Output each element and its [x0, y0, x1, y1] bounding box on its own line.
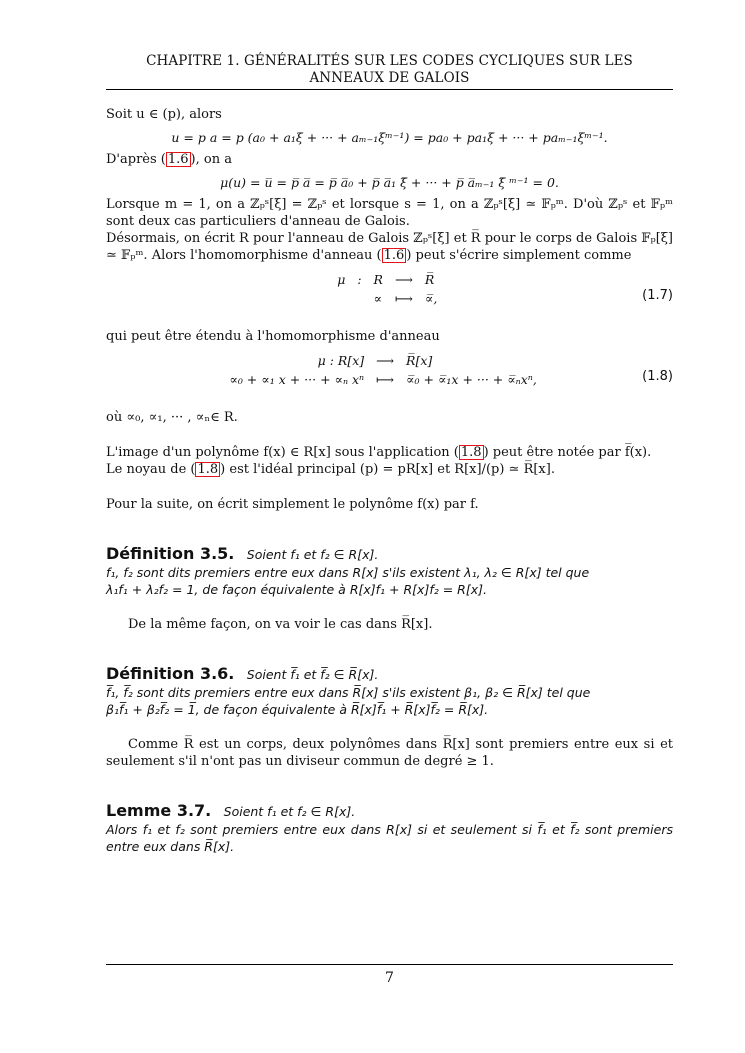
cell: μ — [337, 272, 346, 287]
text: L'image d'un polynôme f(x) ∈ R[x] sous l'application ( — [106, 445, 459, 460]
paragraph-dapres — [106, 151, 673, 168]
text: ) est l'idéal principal (p) = pR[x] et R[x]/(p) ≃ R̅[x]. — [220, 462, 555, 477]
paragraph-lorsque: Lorsque m = 1, on a ℤₚˢ[ξ] = ℤₚˢ et lorsque s = 1, on a ℤₚˢ[ξ] ≃ 𝔽ₚᵐ. D'où ℤₚˢ et 𝔽ₚᵐ sont deux cas particuliers d'anneau de Galois. — [106, 197, 673, 229]
paragraph-de-la-meme: De la même façon, on va voir le cas dans R̅[x]. — [128, 617, 433, 632]
cell: ⟶ — [376, 353, 395, 368]
running-header — [106, 53, 673, 87]
cell: ⟼ — [376, 372, 395, 387]
definition-line: f₁, f₂ sont dits premiers entre eux dans R[x] s'ils existent λ₁, λ₂ ∈ R[x] tel que — [106, 565, 590, 580]
paragraph-qui-peut: qui peut être étendu à l'homomorphisme d'anneau — [106, 329, 440, 344]
paragraph-ou: où ∝₀, ∝₁, ··· , ∝ₙ∈ R. — [106, 410, 238, 425]
equation-number-1-8: (1.8) — [642, 369, 673, 384]
definition-line: λ₁f₁ + λ₂f₂ = 1, de façon équivalente à R[x]f₁ + R[x]f₂ = R[x]. — [106, 582, 487, 597]
page — [106, 0, 673, 1053]
text: ) peut être notée par f̅(x). — [483, 445, 652, 460]
equation-u: u = p a = p (a₀ + a₁ξ + ··· + aₘ₋₁ξᵐ⁻¹) = pa₀ + pa₁ξ + ··· + paₘ₋₁ξᵐ⁻¹. — [171, 130, 608, 145]
paragraph-comme: Comme R̅ est un corps, deux polynômes dans R̅[x] sont premiers entre eux si et seulement s'il n'ont pas un diviseur commun de degré ≥ 1. — [106, 737, 673, 769]
cell: ∝̅, — [424, 291, 438, 306]
cell: R̅ — [424, 272, 435, 287]
cell: R — [373, 272, 383, 287]
equation-number-1-7: (1.7) — [642, 288, 673, 303]
text: ) peut s'écrire simplement comme — [406, 248, 632, 263]
footer-rule — [106, 964, 673, 965]
definition-line: f̅₁, f̅₂ sont dits premiers entre eux dans R̅[x] s'ils existent β₁, β₂ ∈ R̅[x] tel que — [106, 685, 591, 700]
equation-ref-1-6[interactable]: 1.6 — [167, 152, 189, 167]
homomorphism-1-7 — [331, 270, 443, 308]
text: ), on a — [190, 152, 232, 167]
definition-3-5 — [106, 545, 673, 598]
header-line-2: ANNEAUX DE GALOIS — [309, 70, 470, 86]
paragraph-soit: Soit u ∈ (p), alors — [106, 107, 222, 122]
header-rule — [106, 89, 673, 90]
cell — [351, 289, 367, 308]
equation-ref-1-8[interactable]: 1.8 — [460, 445, 482, 460]
equation-ref-1-8[interactable]: 1.8 — [197, 462, 219, 477]
text: Désormais, on écrit R pour l'anneau de Galois ℤₚˢ[ξ] et R̅ pour le corps de Galois 𝔽ₚ[ξ̅] ≃ 𝔽ₚᵐ. Alors l'homomorphisme d'anneau ( — [106, 231, 673, 263]
paragraph-suite: Pour la suite, on écrit simplement le polynôme f(x) par f. — [106, 497, 479, 512]
cell: ∝₀ + ∝₁ x + ··· + ∝ₙ xⁿ — [229, 372, 365, 387]
definition-head: Soient f₁ et f₂ ∈ R[x]. — [246, 547, 379, 562]
definition-3-6 — [106, 665, 673, 718]
cell: ⟶ — [394, 272, 413, 287]
definition-title: Définition 3.6. — [106, 664, 235, 683]
cell: R̅[x] — [406, 353, 433, 368]
cell: ⟼ — [394, 291, 413, 306]
cell: : — [357, 272, 362, 287]
definition-line: β₁f̅₁ + β₂f̅₂ = 1̅, de façon équivalente à R̅[x]f̅₁ + R̅[x]f̅₂ = R̅[x]. — [106, 702, 489, 717]
cell: μ : R[x] — [317, 353, 365, 368]
page-number: 7 — [385, 970, 394, 986]
page-body — [106, 106, 673, 855]
lemma-line: Alors f₁ et f₂ sont premiers entre eux dans R[x] si et seulement si f̅₁ et f̅₂ sont premiers entre eux dans R̅[x]. — [106, 822, 673, 854]
paragraph-image — [106, 444, 673, 478]
cell: ∝̅₀ + ∝̅₁x + ··· + ∝̅ₙxⁿ, — [406, 372, 537, 387]
homomorphism-1-8 — [223, 351, 542, 389]
cell — [331, 289, 351, 308]
cell: ∝ — [373, 291, 383, 306]
text: D'après ( — [106, 152, 166, 167]
definition-head: Soient f̅₁ et f̅₂ ∈ R̅[x]. — [246, 667, 379, 682]
equation-mu-u: μ(u) = u̅ = p̅ a̅ = p̅ a̅₀ + p̅ a̅₁ ξ̅ + ··· + p̅ a̅ₘ₋₁ ξ̅ ᵐ⁻¹ = 0. — [220, 175, 559, 190]
definition-title: Définition 3.5. — [106, 544, 235, 563]
display-equation-1-7 — [106, 270, 673, 304]
paragraph-desormais — [106, 230, 673, 264]
equation-ref-1-6[interactable]: 1.6 — [383, 248, 405, 263]
text: Le noyau de ( — [106, 462, 196, 477]
lemma-3-7 — [106, 802, 673, 855]
header-line-1: CHAPITRE 1. GÉNÉRALITÉS SUR LES CODES CYCLIQUES SUR LES — [146, 53, 633, 69]
lemma-head: Soient f₁ et f₂ ∈ R[x]. — [223, 804, 356, 819]
display-equation-1-8 — [106, 351, 673, 385]
lemma-title: Lemme 3.7. — [106, 801, 212, 820]
